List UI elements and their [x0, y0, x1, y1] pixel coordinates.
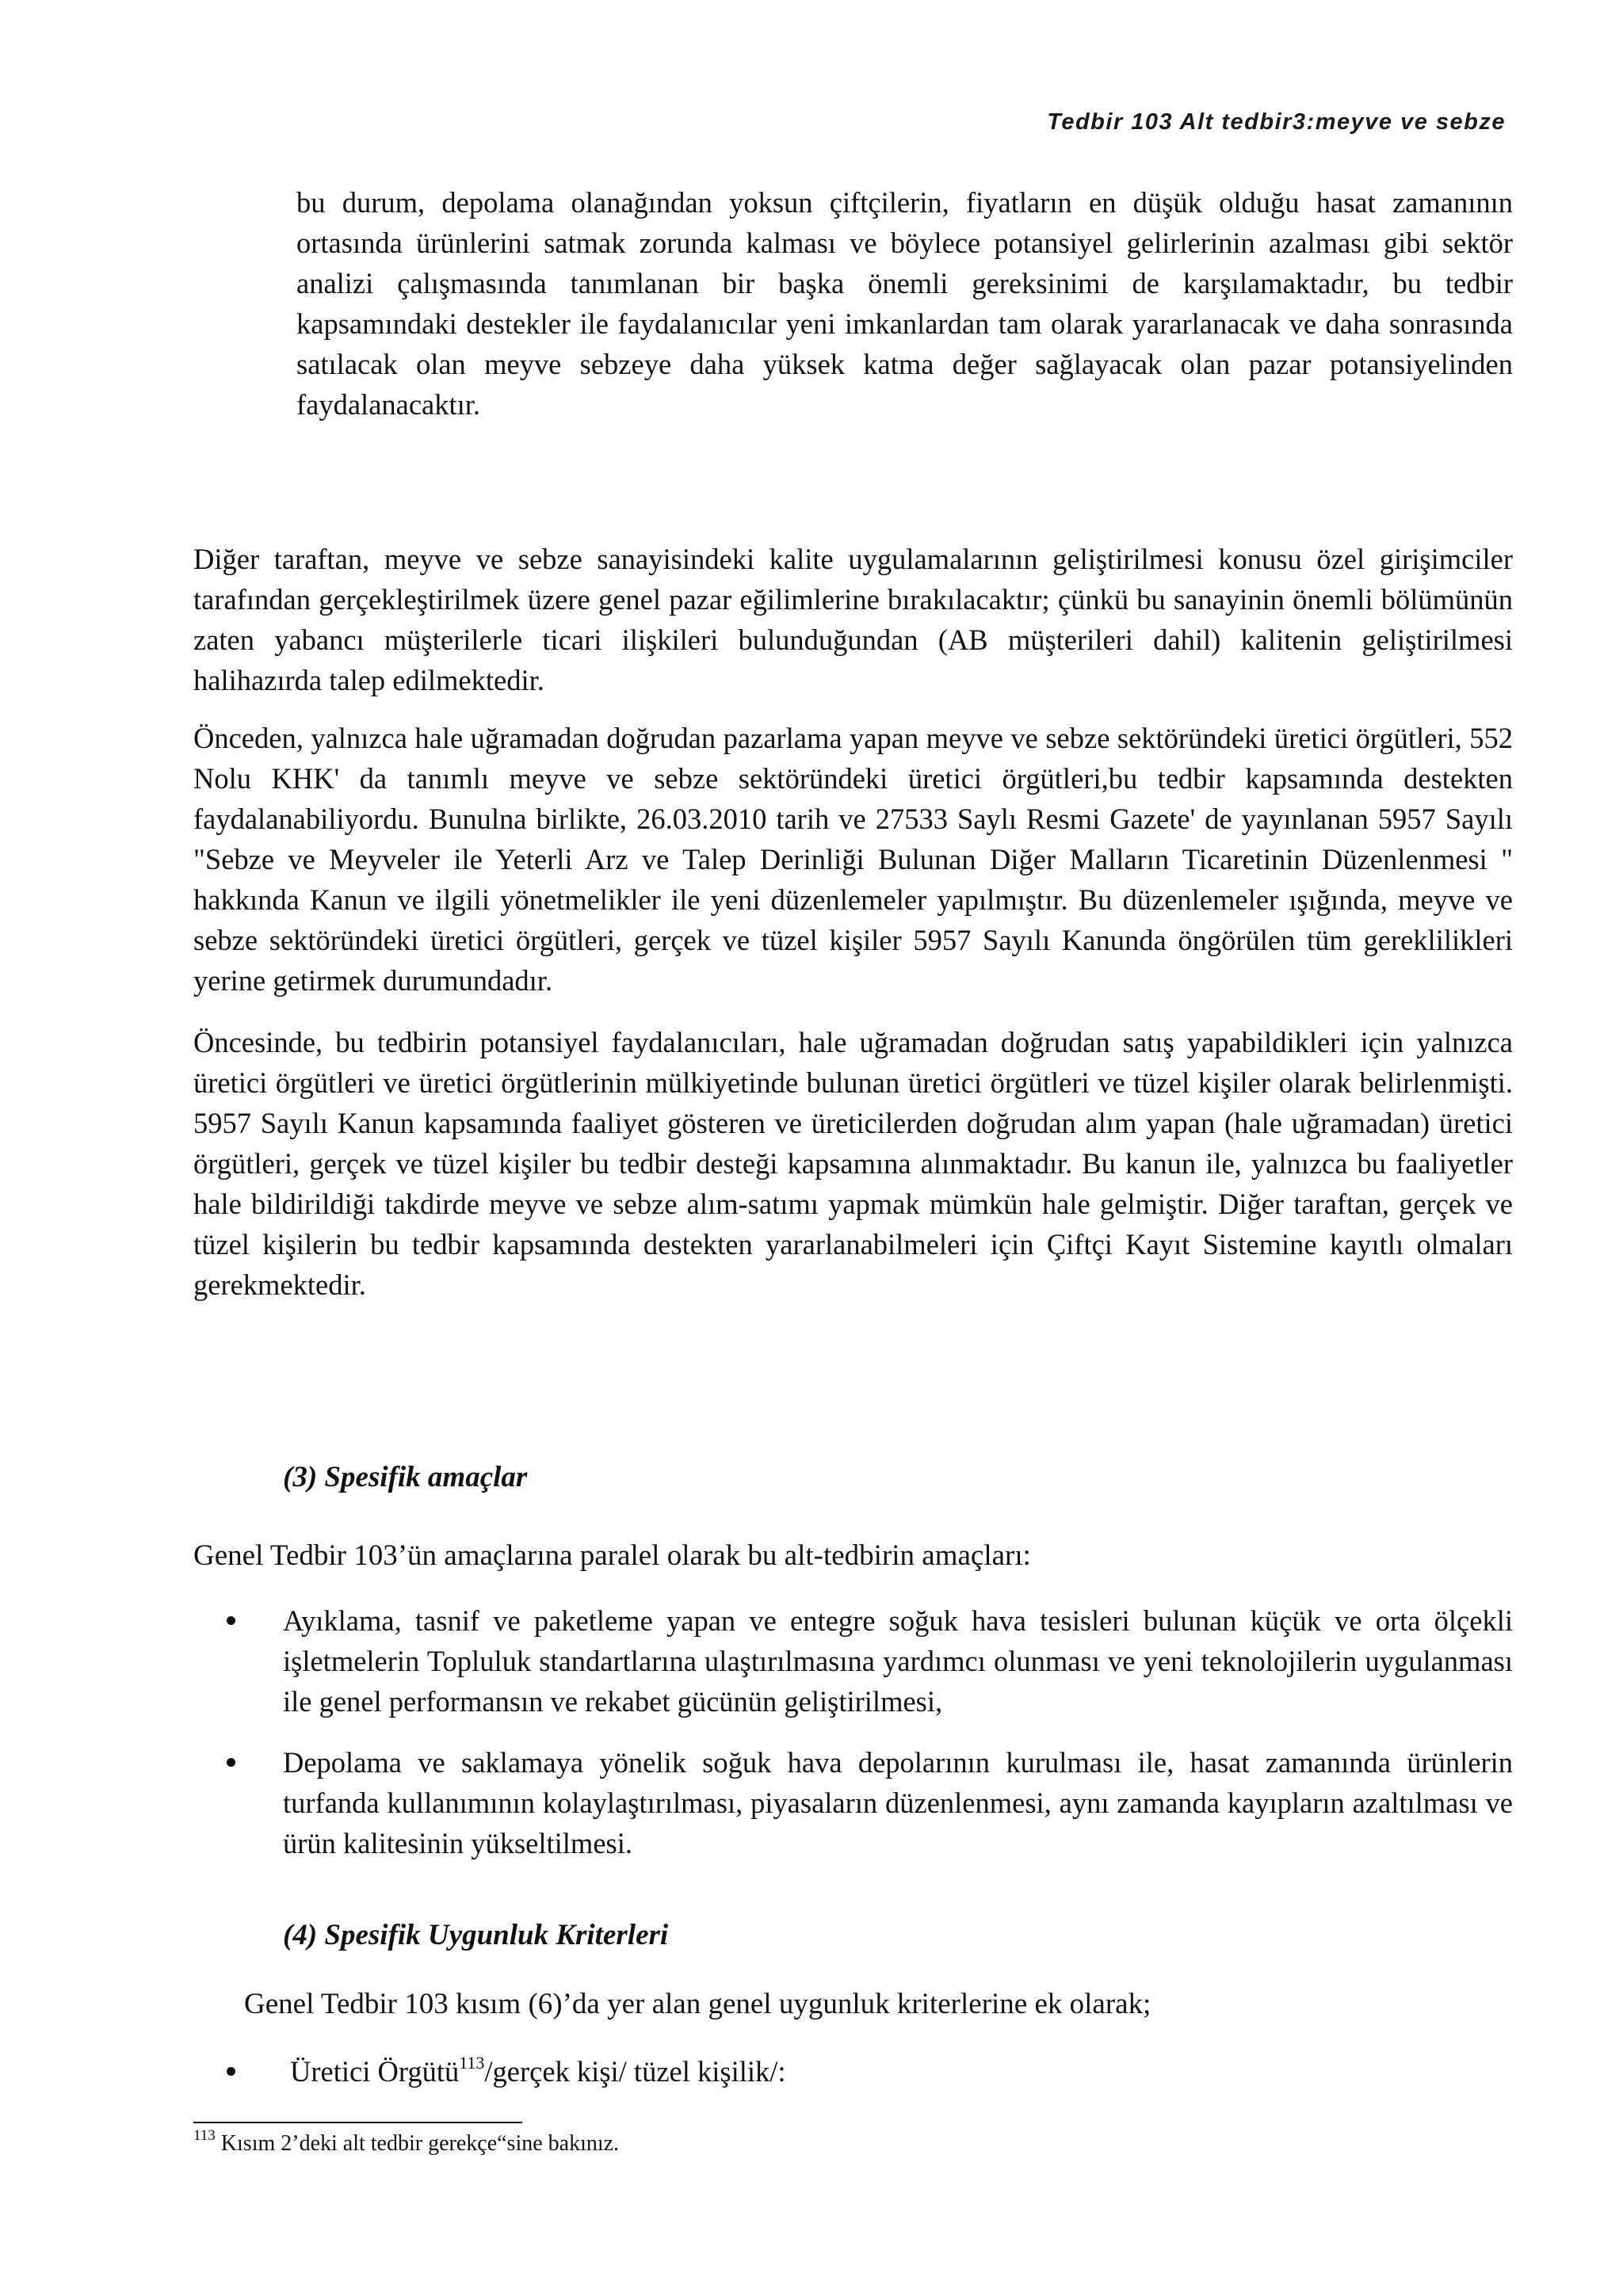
list-item-text-start: Üretici Örgütü — [290, 2055, 460, 2088]
footnote-number: 113 — [193, 2126, 216, 2144]
paragraph-4: Öncesinde, bu tedbirin potansiyel faydalanıcıları, hale uğramadan doğrudan satış yapabildikleri için yalnızca üretici örgütleri ve üretici örgütlerinin mülkiyetinde bulunan üretici örgütleri ve tüzel kişiler olarak belirlenmişti. 5957 Sayılı Kanun kapsamında faaliyet gösteren ve üreticilerden doğrudan alım yapan (hale uğramadan) üretici örgütleri, gerçek ve tüzel kişiler bu tedbir desteği kapsamına alınmaktadır. Bu kanun ile, yalnızca bu faaliyetler hale bildirildiği takdirde meyve ve sebze alım-satımı yapmak mümkün hale gelmiştir. Diğer taraftan, gerçek ve tüzel kişilerin bu tedbir kapsamında destekten yararlanabilmeleri için Çiftçi Kayıt Sistemine kayıtlı olmaları gerekmektedir. — [193, 1026, 1513, 1301]
list-item-text: Ayıklama, tasnif ve paketleme yapan ve entegre soğuk hava tesisleri bulunan küçük ve orta ölçekli işletmelerin Topluluk standartlarına ulaştırılmasına yardımcı olunması ve yeni teknolojilerin uygulanması ile genel performansın ve rekabet gücünün geliştirilmesi, — [283, 1604, 1513, 1718]
paragraph-1: bu durum, depolama olanağından yoksun çiftçilerin, fiyatların en düşük olduğu hasat zamanının ortasında ürünlerini satmak zorunda kalması ve böylece potansiyel gelirlerinin azalması gibi sektör analizi çalışmasında tanımlanan bir başka önemli gereksinimi de karşılamaktadır, bu tedbir kapsamındaki destekler ile faydalanıcılar yeni imkanlardan tam olarak yararlanacak ve daha sonrasında satılacak olan meyve sebzeye daha yüksek katma değer sağlayacak olan pazar potansiyelinden faydalanacaktır. — [296, 186, 1513, 421]
bullet-icon — [227, 1616, 235, 1625]
bullet-icon — [227, 2067, 235, 2076]
list-item-text — [290, 2051, 786, 2092]
footnote-reference[interactable]: 113 — [459, 2052, 485, 2073]
section-3-heading: (3) Spesifik amaçlar — [283, 1461, 528, 1493]
list-item-text: Depolama ve saklamaya yönelik soğuk hava depolarının kurulması ile, hasat zamanında ürünlerin turfanda kullanımının kolaylaştırılması, piyasaların düzenlenmesi, aynı zamanda kayıpların azaltılması ve ürün kalitesinin yükseltilmesi. — [283, 1746, 1513, 1859]
running-header: Tedbir 103 Alt tedbir3:meyve ve sebze — [1047, 109, 1506, 135]
footnote-text: Kısım 2’deki alt tedbir gerekçe“sine bakınız. — [215, 2131, 620, 2156]
footnote — [193, 2126, 620, 2157]
section-4-heading: (4) Spesifik Uygunluk Kriterleri — [283, 1919, 669, 1951]
paragraph-3: Önceden, yalnızca hale uğramadan doğrudan pazarlama yapan meyve ve sebze sektöründeki üretici örgütleri, 552 Nolu KHK' da tanımlı meyve ve sebze sektöründeki üretici örgütleri,bu tedbir kapsamında destekten faydalanabiliyordu. Bunulna birlikte, 26.03.2010 tarih ve 27533 Saylı Resmi Gazete' de yayınlanan 5957 Sayılı "Sebze ve Meyveler ile Yeterli Arz ve Talep Derinliği Bulunan Diğer Malların Ticaretinin Düzenlenmesi " hakkında Kanun ve ilgili yönetmelikler ile yeni düzenlemeler yapılmıştır. Bu düzenlemeler ışığında, meyve ve sebze sektöründeki üretici örgütleri, gerçek ve tüzel kişiler 5957 Sayılı Kanunda öngörülen tüm gereklilikleri yerine getirmek durumundadır. — [193, 722, 1513, 997]
bullet-icon — [227, 1758, 235, 1767]
section-3-intro: Genel Tedbir 103’ün amaçlarına paralel olarak bu alt-tedbirin amaçları: — [193, 1539, 1031, 1572]
paragraph-2: Diğer taraftan, meyve ve sebze sanayisindeki kalite uygulamalarının geliştirilmesi konusu özel girişimciler tarafından gerçekleştirilmek üzere genel pazar eğilimlerine bırakılacaktır; çünkü bu sanayinin önemli bölümünün zaten yabancı müşterilerle ticari ilişkileri bulunduğundan (AB müşterileri dahil) kalitenin geliştirilmesi halihazırda talep edilmektedir. — [193, 543, 1513, 696]
list-item-text-end: /gerçek kişi/ tüzel kişilik/: — [484, 2055, 786, 2088]
footnote-divider — [193, 2122, 522, 2123]
section-4-intro: Genel Tedbir 103 kısım (6)’da yer alan genel uygunluk kriterlerine ek olarak; — [244, 1988, 1151, 2020]
